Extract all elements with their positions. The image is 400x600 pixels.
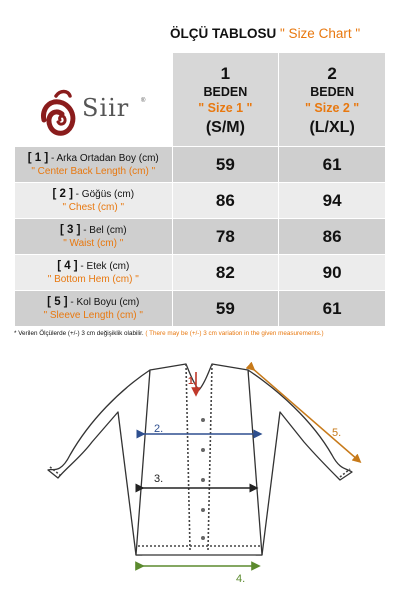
measurement-value: 59 <box>172 291 279 327</box>
measurement-label <box>15 183 173 219</box>
title-turkish: ÖLÇÜ TABLOSU <box>170 26 277 41</box>
size-abbr: (L/XL) <box>309 118 355 136</box>
measurement-name-tr: - Etek (cm) <box>77 260 130 272</box>
measurement-row <box>15 255 386 291</box>
measurement-value: 86 <box>172 183 279 219</box>
size-number: 1 <box>220 63 231 83</box>
measurement-index: [ 5 ] <box>47 295 68 308</box>
measurement-name-en: " Sleeve Length (cm) " <box>43 309 143 321</box>
size-number: 2 <box>327 63 337 83</box>
diagram-label-4: 4. <box>236 573 246 585</box>
measurement-name-tr: - Bel (cm) <box>80 224 127 236</box>
measurement-label <box>15 147 173 183</box>
measurement-row <box>15 219 386 255</box>
measurement-label <box>15 255 173 291</box>
measurement-name-tr: - Arka Ortadan Boy (cm) <box>48 152 159 164</box>
size-chart-title <box>170 26 396 41</box>
measurement-value: 61 <box>279 291 386 327</box>
measurement-label <box>15 219 173 255</box>
measurement-value: 94 <box>279 183 386 219</box>
variation-note <box>14 330 394 337</box>
measurement-index: [ 3 ] <box>59 223 81 236</box>
measurement-name-tr: - Kol Boyu (cm) <box>67 296 140 308</box>
note-turkish: * Verilen Ölçülerde (+/-) 3 cm değişiklik olabilir. <box>14 330 144 337</box>
measurement-row <box>15 183 386 219</box>
swirl-logo-icon <box>40 86 80 144</box>
size-label: BEDEN <box>203 84 248 99</box>
measurement-name-en: " Center Back Length (cm) " <box>31 165 156 177</box>
measurement-index: [ 2 ] <box>52 187 73 200</box>
diagram-label-1: 1. <box>188 376 197 387</box>
measurement-value: 82 <box>172 255 279 291</box>
measurement-name-en: " Bottom Hem (cm) " <box>47 273 139 285</box>
brand-logo <box>40 84 150 148</box>
measurement-value: 59 <box>172 147 279 183</box>
size-label-en: " Size 2 " <box>304 100 360 115</box>
measurement-row <box>15 291 386 327</box>
measurement-value: 86 <box>279 219 386 255</box>
cardigan-measurement-diagram <box>0 350 400 600</box>
measurement-value: 90 <box>279 255 386 291</box>
registered-mark: ® <box>141 98 146 104</box>
diagram-label-3: 3. <box>154 473 164 485</box>
measurement-name-tr: - Göğüs (cm) <box>72 188 135 200</box>
brand-name: Siir <box>82 94 130 122</box>
measurement-index: [ 4 ] <box>57 259 78 272</box>
measurement-name-en: " Chest (cm) " <box>62 201 125 213</box>
size-abbr: (S/M) <box>205 118 245 136</box>
diagram-label-2: 2. <box>154 423 164 435</box>
size-header-2 <box>279 53 386 147</box>
measurement-value: 78 <box>172 219 279 255</box>
measurement-value: 61 <box>279 147 386 183</box>
cardigan-outline <box>48 364 352 555</box>
title-english: " Size Chart " <box>280 26 361 41</box>
measurement-label <box>15 291 173 327</box>
measurement-name-en: " Waist (cm) " <box>63 237 124 249</box>
size-label-en: " Size 1 " <box>198 100 253 115</box>
diagram-label-5: 5. <box>332 427 342 439</box>
size-label: BEDEN <box>310 84 354 99</box>
note-english: ( There may be (+/-) 3 cm variation in the given measurements.) <box>145 330 324 337</box>
measurement-row <box>15 147 386 183</box>
measurement-index: [ 1 ] <box>27 151 49 164</box>
size-header-1 <box>172 53 279 147</box>
